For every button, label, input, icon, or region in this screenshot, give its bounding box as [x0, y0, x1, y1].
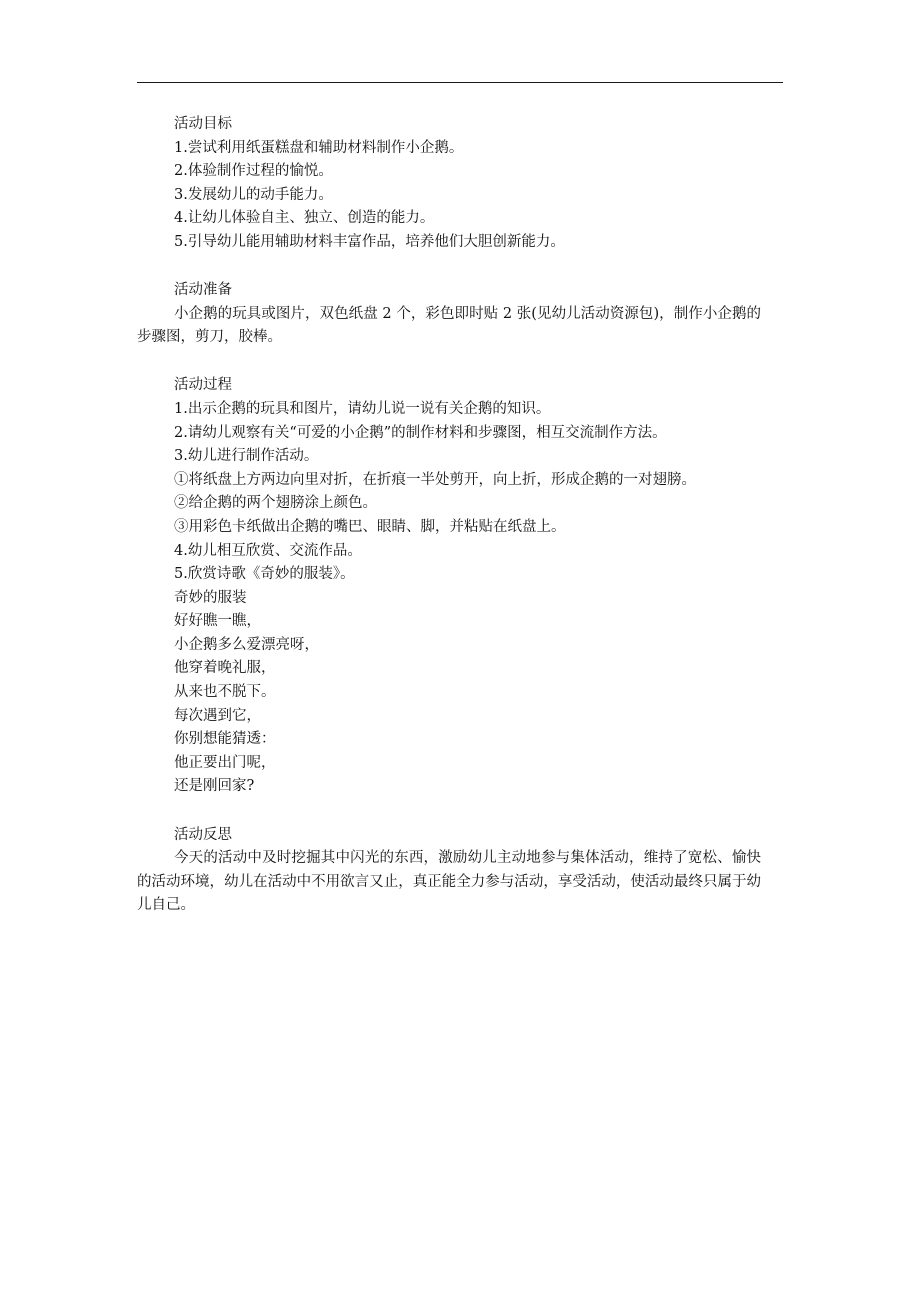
- section-spacer: [174, 255, 798, 280]
- poem-line: 还是刚回家?: [174, 778, 255, 795]
- section-spacer: [174, 350, 798, 375]
- section-heading-process: 活动过程: [174, 377, 232, 394]
- goal-item: 4.让幼儿体验自主、独立、创造的能力。: [174, 210, 435, 227]
- goal-item: 5.引导幼儿能用辅助材料丰富作品，培养他们大胆创新能力。: [174, 233, 565, 250]
- process-step: ①将纸盘上方两边向里对折，在折痕一半处剪开，向上折，形成企鹅的一对翅膀。: [174, 471, 696, 488]
- poem-line: 每次遇到它，: [174, 707, 261, 724]
- process-item: 5.欣赏诗歌《奇妙的服装》。: [174, 566, 355, 583]
- section-goals: [174, 113, 798, 255]
- section-process: [174, 374, 798, 799]
- goal-item: 3.发展幼儿的动手能力。: [174, 186, 333, 203]
- goal-item: 2.体验制作过程的愉悦。: [174, 163, 333, 180]
- poem-line: 小企鹅多么爱漂亮呀，: [174, 636, 319, 653]
- poem-line: 他正要出门呢，: [174, 754, 276, 771]
- process-item: 4.幼儿相互欣赏、交流作品。: [174, 542, 362, 559]
- process-item: 3.幼儿进行制作活动。: [174, 448, 319, 465]
- section-heading-preparation: 活动准备: [174, 282, 232, 299]
- process-step: ③用彩色卡纸做出企鹅的嘴巴、眼睛、脚，并粘贴在纸盘上。: [174, 518, 566, 535]
- process-item: 2.请幼儿观察有关“可爱的小企鹅”的制作材料和步骤图，相互交流制作方法。: [174, 424, 667, 441]
- reflection-paragraph: 今天的活动中及时挖掘其中闪光的东西，激励幼儿主动地参与集体活动，维持了宽松、愉快的活动环境，幼儿在活动中不用欲言又止，真正能全力参与活动，享受活动，使活动最终只属于幼儿自己。: [137, 850, 761, 914]
- poem-line: 好好瞧一瞧，: [174, 613, 261, 630]
- goal-item: 1.尝试利用纸蛋糕盘和辅助材料制作小企鹅。: [174, 139, 464, 156]
- document-body: [137, 113, 798, 918]
- process-item: 1.出示企鹅的玩具和图片，请幼儿说一说有关企鹅的知识。: [174, 400, 551, 417]
- process-step: ②给企鹅的两个翅膀涂上颜色。: [174, 495, 377, 512]
- section-heading-goals: 活动目标: [174, 116, 232, 132]
- preparation-paragraph: 小企鹅的玩具或图片，双色纸盘 2 个，彩色即时贴 2 张(见幼儿活动资源包)，制作小企鹅的步骤图，剪刀，胶棒。: [137, 305, 761, 346]
- section-preparation: [137, 279, 798, 350]
- poem-title: 奇妙的服装: [174, 589, 247, 606]
- poem-line: 他穿着晚礼服，: [174, 660, 276, 677]
- section-heading-reflection: 活动反思: [174, 826, 232, 843]
- poem-line: 你别想能猜透：: [174, 731, 276, 748]
- section-spacer: [174, 799, 798, 824]
- header-rule: [137, 82, 783, 83]
- poem-line: 从来也不脱下。: [174, 684, 276, 701]
- section-reflection: [137, 824, 798, 918]
